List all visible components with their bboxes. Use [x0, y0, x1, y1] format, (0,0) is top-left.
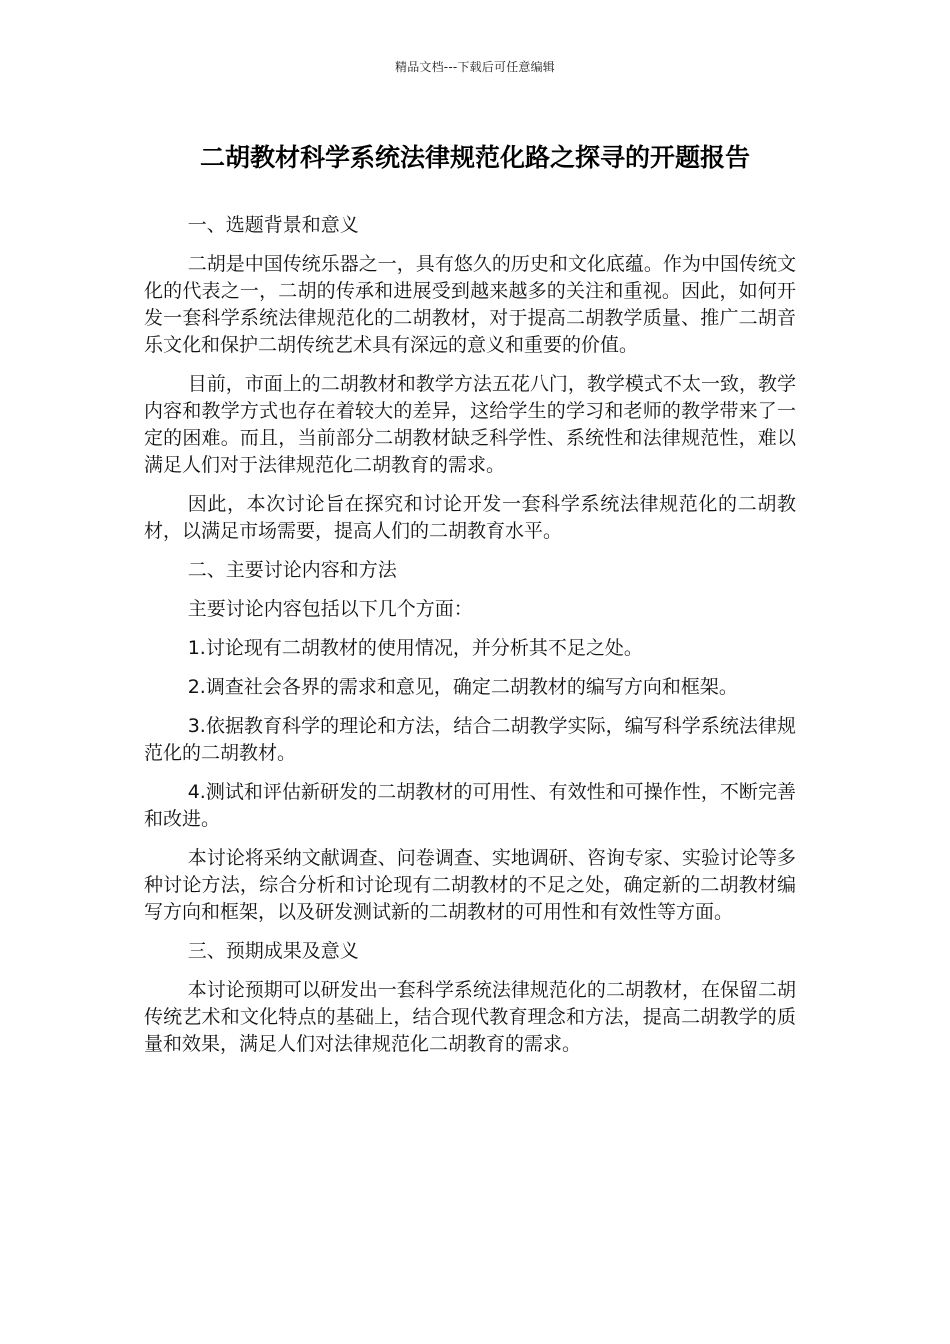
body-paragraph: 因此，本次讨论旨在探究和讨论开发一套科学系统法律规范化的二胡教材，以满足市场需要，提高人们的二胡教育水平。	[144, 493, 796, 542]
document-body	[144, 212, 796, 1070]
list-item: 3.依据教育科学的理论和方法，结合二胡教学实际，编写科学系统法律规范化的二胡教材。	[144, 715, 796, 764]
body-paragraph: 主要讨论内容包括以下几个方面：	[187, 598, 473, 620]
section-heading-expected-results: 三、预期成果及意义	[187, 940, 359, 962]
list-item: 1.讨论现有二胡教材的使用情况，并分析其不足之处。	[187, 637, 643, 659]
list-item: 2.调查社会各界的需求和意见，确定二胡教材的编写方向和框架。	[187, 676, 738, 698]
body-paragraph: 二胡是中国传统乐器之一，具有悠久的历史和文化底蕴。作为中国传统文化的代表之一，二胡的传承和进展受到越来越多的关注和重视。因此，如何开发一套科学系统法律规范化的二胡教材，对于提高二胡教学质量、推广二胡音乐文化和保护二胡传统艺术具有深远的意义和重要的价值。	[144, 253, 796, 356]
list-item: 4.测试和评估新研发的二胡教材的可用性、有效性和可操作性，不断完善和改进。	[144, 781, 796, 830]
header-note: 精品文档---下载后可任意编辑	[395, 60, 555, 74]
body-paragraph: 目前，市面上的二胡教材和教学方法五花八门，教学模式不太一致，教学内容和教学方式也存在着较大的差异，这给学生的学习和老师的教学带来了一定的困难。而且，当前部分二胡教材缺乏科学性、系统性和法律规范性，难以满足人们对于法律规范化二胡教育的需求。	[144, 373, 796, 476]
document-title: 二胡教材科学系统法律规范化路之探寻的开题报告	[199, 143, 750, 172]
body-paragraph: 本讨论将采纳文献调查、问卷调查、实地调研、咨询专家、实验讨论等多种讨论方法，综合分析和讨论现有二胡教材的不足之处，确定新的二胡教材编写方向和框架，以及研发测试新的二胡教材的可用性和有效性等方面。	[144, 847, 796, 923]
section-heading-background: 一、选题背景和意义	[187, 214, 359, 236]
section-heading-content-methods: 二、主要讨论内容和方法	[187, 559, 397, 581]
body-paragraph: 本讨论预期可以研发出一套科学系统法律规范化的二胡教材，在保留二胡传统艺术和文化特点的基础上，结合现代教育理念和方法，提高二胡教学的质量和效果，满足人们对法律规范化二胡教育的需求。	[144, 979, 796, 1055]
